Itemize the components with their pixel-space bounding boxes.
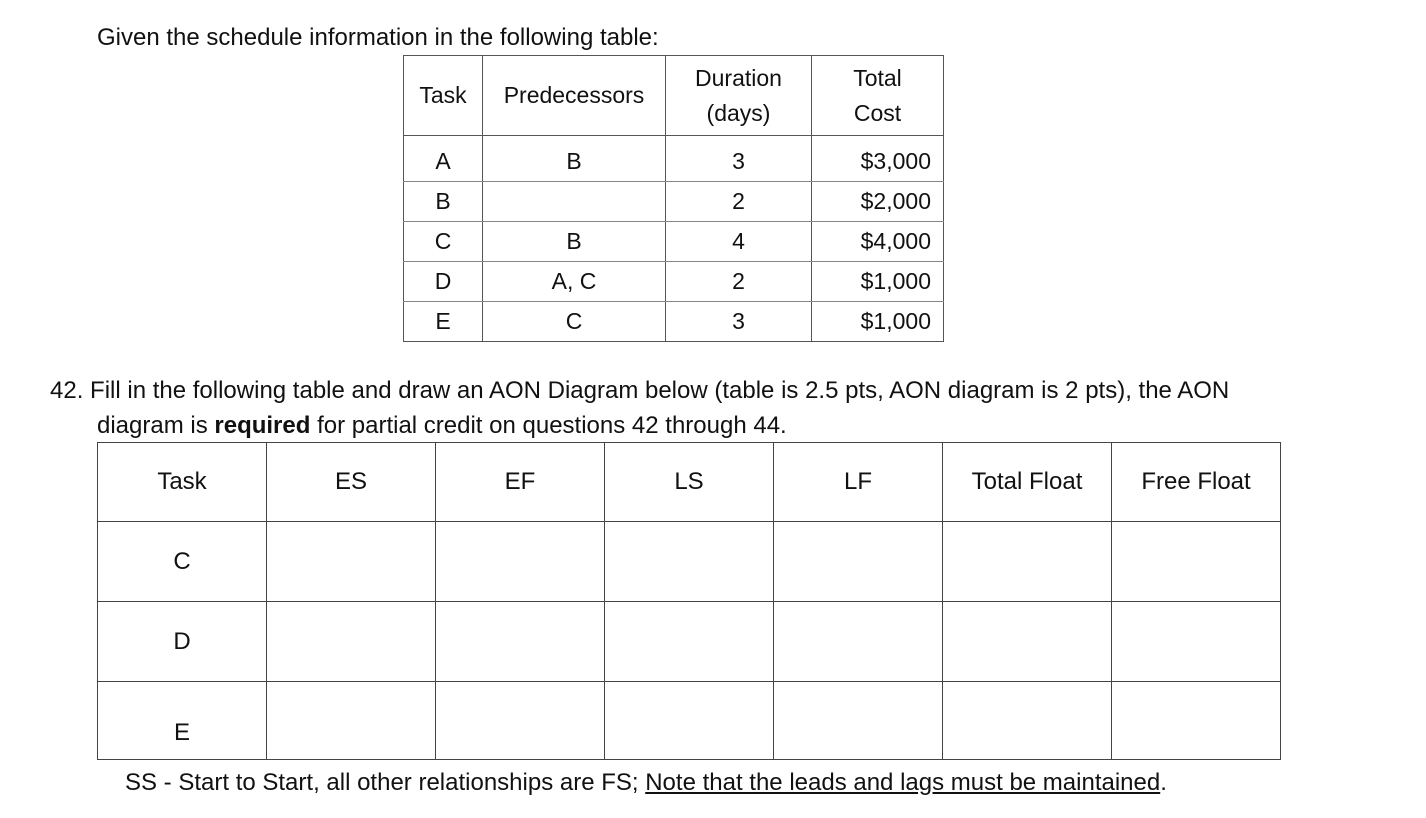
- fill-ls-cell[interactable]: [605, 682, 774, 760]
- schedule-row: [404, 222, 944, 262]
- question-number: 42.: [50, 377, 84, 404]
- intro-text: Given the schedule information in the following table:: [97, 24, 659, 51]
- cell-task: D: [404, 262, 483, 302]
- header-task: [404, 56, 483, 136]
- fill-task-label: E: [173, 719, 190, 746]
- schedule-row: [404, 262, 944, 302]
- fill-header-es: ES: [267, 443, 436, 522]
- relationship-note: [125, 766, 1167, 800]
- fill-free-float-cell[interactable]: [1112, 522, 1281, 602]
- question-line2: [50, 408, 1400, 443]
- cell-predecessors: A, C: [483, 262, 666, 302]
- fill-header-lf: LF: [774, 443, 943, 522]
- cell-task: B: [404, 182, 483, 222]
- cell-cost: $1,000: [812, 302, 944, 342]
- fill-free-float-cell[interactable]: [1112, 602, 1281, 682]
- fill-row-e: [98, 682, 1281, 760]
- fill-task-cell: C: [98, 522, 267, 602]
- cell-cost: $4,000: [812, 222, 944, 262]
- fill-header-task: Task: [98, 443, 267, 522]
- fill-task-cell: [98, 682, 267, 760]
- question-42: [50, 373, 1400, 443]
- header-predecessors: [483, 56, 666, 136]
- cell-duration: 2: [666, 182, 812, 222]
- cell-predecessors: C: [483, 302, 666, 342]
- cell-predecessors: [483, 182, 666, 222]
- header-task-label: Task: [419, 82, 467, 108]
- fill-es-cell[interactable]: [267, 522, 436, 602]
- schedule-row: [404, 302, 944, 342]
- fill-header-total-float: Total Float: [943, 443, 1112, 522]
- cell-predecessors: B: [483, 136, 666, 182]
- cell-duration: 3: [666, 136, 812, 182]
- fill-header-ef: EF: [436, 443, 605, 522]
- cell-duration: 2: [666, 262, 812, 302]
- fill-total-float-cell[interactable]: [943, 682, 1112, 760]
- fill-ls-cell[interactable]: [605, 522, 774, 602]
- header-duration-line2: (days): [706, 99, 771, 126]
- fill-header-ls: LS: [605, 443, 774, 522]
- fill-lf-cell[interactable]: [774, 522, 943, 602]
- fill-es-cell[interactable]: [267, 602, 436, 682]
- header-cost-line2: Cost: [853, 99, 902, 126]
- schedule-row: [404, 136, 944, 182]
- cell-duration: 3: [666, 302, 812, 342]
- fill-header-row: [98, 443, 1281, 522]
- header-cost-line1: Total: [853, 64, 902, 91]
- fill-ef-cell[interactable]: [436, 522, 605, 602]
- question-line2-before: diagram is: [97, 412, 215, 439]
- fill-header-free-float: Free Float: [1112, 443, 1281, 522]
- cell-cost: $1,000: [812, 262, 944, 302]
- header-duration-line1: Duration: [695, 64, 782, 91]
- fill-lf-cell[interactable]: [774, 682, 943, 760]
- question-line2-bold: required: [214, 412, 311, 439]
- fill-total-float-cell[interactable]: [943, 602, 1112, 682]
- schedule-row: [404, 182, 944, 222]
- cell-predecessors: B: [483, 222, 666, 262]
- fill-ef-cell[interactable]: [436, 602, 605, 682]
- fill-ls-cell[interactable]: [605, 602, 774, 682]
- fill-row-c: [98, 522, 1281, 602]
- cell-task: C: [404, 222, 483, 262]
- fill-lf-cell[interactable]: [774, 602, 943, 682]
- cell-task: A: [404, 136, 483, 182]
- note-underlined: Note that the leads and lags must be maintained: [645, 769, 1161, 796]
- cell-duration: 4: [666, 222, 812, 262]
- cell-cost: $3,000: [812, 136, 944, 182]
- schedule-header-row: [404, 56, 944, 136]
- fill-total-float-cell[interactable]: [943, 522, 1112, 602]
- header-predecessors-label: Predecessors: [503, 82, 645, 108]
- cell-cost: $2,000: [812, 182, 944, 222]
- fill-in-table: [97, 442, 1281, 760]
- question-line2-after: for partial credit on questions 42 through 44.: [310, 412, 787, 439]
- header-duration: [666, 56, 812, 136]
- header-cost: [812, 56, 944, 136]
- fill-free-float-cell[interactable]: [1112, 682, 1281, 760]
- fill-row-d: [98, 602, 1281, 682]
- cell-task: E: [404, 302, 483, 342]
- schedule-table: [403, 55, 944, 342]
- note-end: .: [1160, 769, 1167, 796]
- question-line1: Fill in the following table and draw an AON Diagram below (table is 2.5 pts, AON diagram is 2 pts), the AON: [90, 377, 1230, 404]
- note-plain: SS - Start to Start, all other relationships are FS;: [125, 769, 646, 796]
- fill-ef-cell[interactable]: [436, 682, 605, 760]
- fill-task-cell: D: [98, 602, 267, 682]
- fill-es-cell[interactable]: [267, 682, 436, 760]
